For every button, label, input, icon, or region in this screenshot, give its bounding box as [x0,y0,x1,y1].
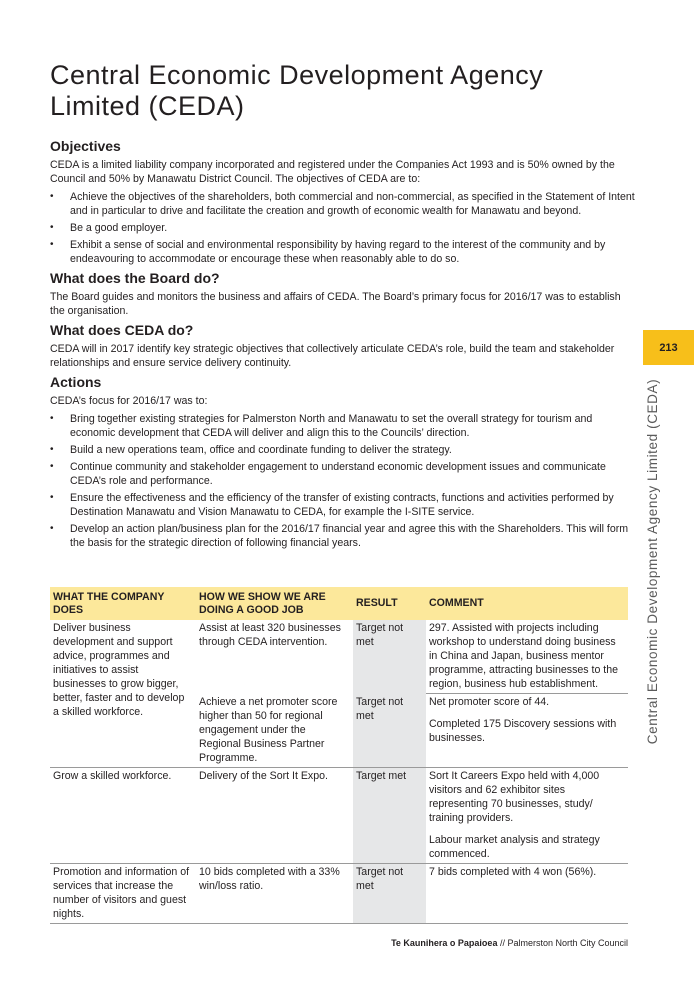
list-item: • Continue community and stakeholder engagement to understand economic development issues and communicate CEDA’s role and performance. [50,460,635,488]
table-cell-comment [426,694,628,768]
table-header-row [50,587,628,620]
comment-line: Net promoter score of 44. [429,696,550,708]
table-cell-does: Deliver business development and support advice, programmes and initiatives to assist businesses to grow bigger, better, faster and to develop a skilled workforce. [50,620,196,767]
table-cell-result: Target not met [353,620,426,694]
table-cell-comment: 7 bids completed with 4 won (56%). [426,863,628,923]
table-row [50,863,628,923]
objectives-intro: CEDA is a limited liability company incorporated and registered under the Companies Act 1993 and is 50% owned by the Council and 50% by Manawatu District Council. The objectives of CEDA are to: [50,159,615,185]
list-item: • Bring together existing strategies for Palmerston North and Manawatu to set the overall strategy for tourism and economic development that CEDA will deliver and align this to the Councils’ direction. [50,412,635,440]
objectives-heading: Objectives [50,138,121,154]
objectives-section [50,138,635,266]
performance-table-wrapper [50,587,628,924]
list-item: • Exhibit a sense of social and environmental responsibility by having regard to the interest of the community and by endeavouring to accommodate or encourage these when reasonably able to do so. [50,238,635,266]
board-heading: What does the Board do? [50,270,220,286]
board-section [50,270,635,318]
table-cell-result: Target not met [353,863,426,923]
page-number-tab: 213 [643,330,694,365]
table-cell-measure: Delivery of the Sort It Expo. [196,767,353,863]
ceda-text: CEDA will in 2017 identify key strategic objectives that collectively articulate CEDA’s role, build the team and stakeholder relationships and ensure service delivery continuity. [50,343,615,369]
table-cell-measure: Assist at least 320 businesses through CEDA intervention. [199,622,341,648]
list-item: • Develop an action plan/business plan for the 2016/17 financial year and agree this with the Shareholders. This will form the basis for the strategic direction of following financial years. [50,522,635,550]
ceda-heading: What does CEDA do? [50,322,194,338]
table-cell-measure: 10 bids completed with a 33% win/loss ratio. [196,863,353,923]
header-how-we-show: HOW WE SHOW WE ARE DOING A GOOD JOB [196,587,353,620]
list-item: • Achieve the objectives of the shareholders, both commercial and non-commercial, as specified in the Statement of Intent and in particular to drive and facilitate the creation and growth of economic wealth for Manawatu and beyond. [50,190,635,218]
table-row [50,767,628,863]
table-cell-does: Promotion and information of services that increase the number of visitors and guest nights. [50,863,196,923]
performance-table [50,587,628,924]
table-cell-result: Target not met [353,694,426,768]
header-comment: COMMENT [426,587,628,620]
list-item: • Be a good employer. [50,221,635,235]
actions-intro: CEDA’s focus for 2016/17 was to: [50,395,208,407]
actions-heading: Actions [50,374,102,390]
list-item: • Ensure the effectiveness and the efficiency of the transfer of existing contracts, functions and activities performed by Destination Manawatu and Vision Manawatu to CEDA, for example the I-SITE service. [50,491,635,519]
table-row [50,620,628,694]
objectives-list [50,190,635,266]
list-item: • Build a new operations team, office and coordinate funding to deliver the strategy. [50,443,635,457]
table-cell-comment [426,767,628,863]
ceda-section [50,322,635,370]
header-what-company-does: WHAT THE COMPANY DOES [50,587,196,620]
page-title: Central Economic Development Agency Limited (CEDA) [50,60,544,121]
actions-section [50,374,635,550]
table-cell-comment: 297. Assisted with projects including workshop to understand doing business in China and Japan, business mentor programme, attracting businesses to the region, business hub establishment. [426,620,628,694]
board-text: The Board guides and monitors the business and affairs of CEDA. The Board’s primary focus for 2016/17 was to establish the organisation. [50,291,621,317]
side-title-text: Central Economic Development Agency Limited (CEDA) [645,378,661,744]
footer-council-english: // Palmerston North City Council [497,938,628,948]
comment-line: Completed 175 Discovery sessions with businesses. [429,718,617,744]
table-cell-result: Target met [353,767,426,863]
footer [391,938,628,948]
footer-council-name: Te Kaunihera o Papaioea [391,938,498,948]
table-cell-measure: Achieve a net promoter score higher than 50 for regional engagement under the Regional Business Partner Programme. [196,694,353,768]
actions-list [50,412,635,550]
comment-line: Sort It Careers Expo held with 4,000 visitors and 62 exhibitor sites representing 70 businesses, study/ training providers. [429,769,600,824]
header-result: RESULT [353,587,426,620]
side-title [643,378,663,744]
table-cell-does: Grow a skilled workforce. [50,767,196,863]
comment-line: Labour market analysis and strategy commenced. [429,833,600,860]
main-content [50,138,635,554]
